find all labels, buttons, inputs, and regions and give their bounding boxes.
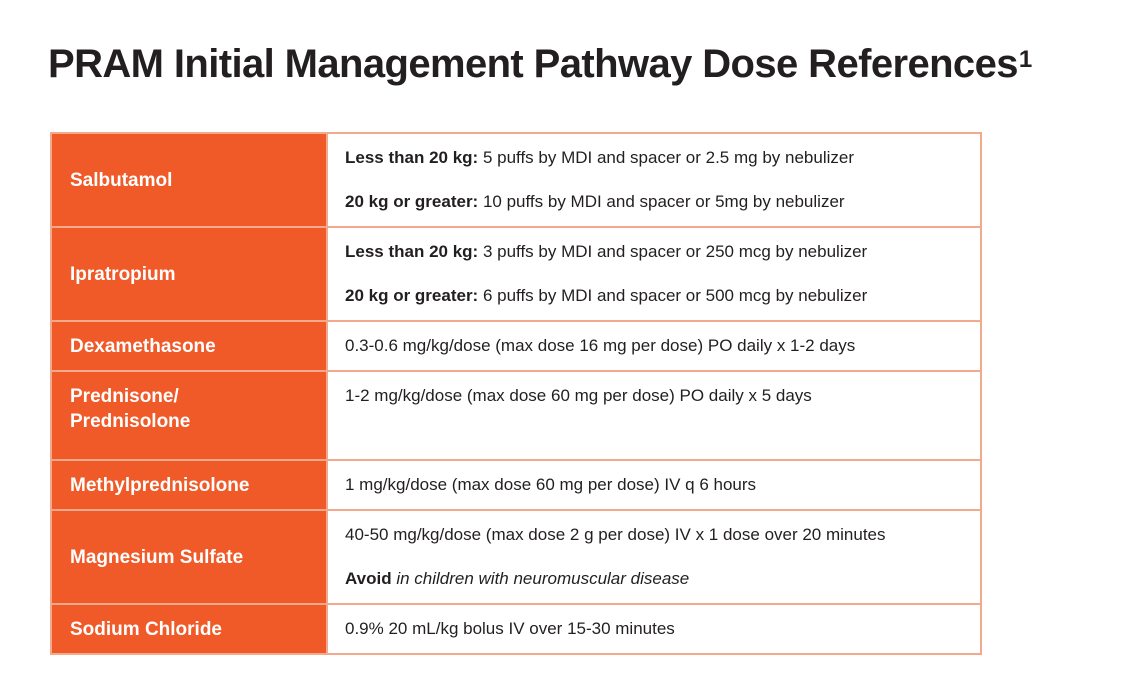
drug-name-salbutamol: Salbutamol <box>51 133 327 227</box>
drug-name-line: Prednisolone <box>70 411 191 432</box>
dose-text: 5 puffs by MDI and spacer or 2.5 mg by nebulizer <box>478 148 854 167</box>
table-row-magnesium-sulfate <box>51 510 981 604</box>
warning-line <box>345 568 970 590</box>
dose-text: 6 puffs by MDI and spacer or 500 mcg by nebulizer <box>478 286 868 305</box>
dose-text: 10 puffs by MDI and spacer or 5mg by nebulizer <box>478 192 845 211</box>
table-row-salbutamol <box>51 133 981 227</box>
dose-line <box>345 241 970 263</box>
dose-reference-table <box>50 132 982 655</box>
weight-label: Less than 20 kg: <box>345 148 479 167</box>
drug-name-dexamethasone: Dexamethasone <box>51 321 327 371</box>
drug-name-methylprednisolone: Methylprednisolone <box>51 460 327 510</box>
drug-name-prednisone <box>51 371 327 460</box>
drug-name-magnesium-sulfate: Magnesium Sulfate <box>51 510 327 604</box>
dose-cell-magnesium-sulfate <box>327 510 981 604</box>
page-title <box>48 40 1032 88</box>
page-title-text: PRAM Initial Management Pathway Dose References <box>48 42 1018 86</box>
footnote-reference: 1 <box>1018 46 1032 73</box>
table-row-sodium-chloride <box>51 604 981 654</box>
drug-name-line: Prednisone/ <box>70 386 179 407</box>
table-row-methylprednisolone <box>51 460 981 510</box>
dose-cell-ipratropium <box>327 227 981 321</box>
dose-line <box>345 147 970 169</box>
drug-name-ipratropium: Ipratropium <box>51 227 327 321</box>
dose-cell-methylprednisolone: 1 mg/kg/dose (max dose 60 mg per dose) IV q 6 hours <box>327 460 981 510</box>
dose-text: 3 puffs by MDI and spacer or 250 mcg by nebulizer <box>478 242 868 261</box>
dose-cell-sodium-chloride: 0.9% 20 mL/kg bolus IV over 15-30 minutes <box>327 604 981 654</box>
dose-line: 40-50 mg/kg/dose (max dose 2 g per dose) IV x 1 dose over 20 minutes <box>345 525 886 544</box>
dose-line <box>345 285 970 307</box>
dose-cell-prednisone: 1-2 mg/kg/dose (max dose 60 mg per dose) PO daily x 5 days <box>327 371 981 460</box>
table-row-dexamethasone <box>51 321 981 371</box>
dose-cell-dexamethasone: 0.3-0.6 mg/kg/dose (max dose 16 mg per dose) PO daily x 1-2 days <box>327 321 981 371</box>
drug-name-sodium-chloride: Sodium Chloride <box>51 604 327 654</box>
weight-label: 20 kg or greater: <box>345 192 479 211</box>
warning-label: Avoid <box>345 569 392 588</box>
warning-text: in children with neuromuscular disease <box>391 569 690 588</box>
dose-line <box>345 191 970 213</box>
dose-cell-salbutamol <box>327 133 981 227</box>
table-row-prednisone <box>51 371 981 460</box>
weight-label: 20 kg or greater: <box>345 286 479 305</box>
weight-label: Less than 20 kg: <box>345 242 479 261</box>
table-row-ipratropium <box>51 227 981 321</box>
